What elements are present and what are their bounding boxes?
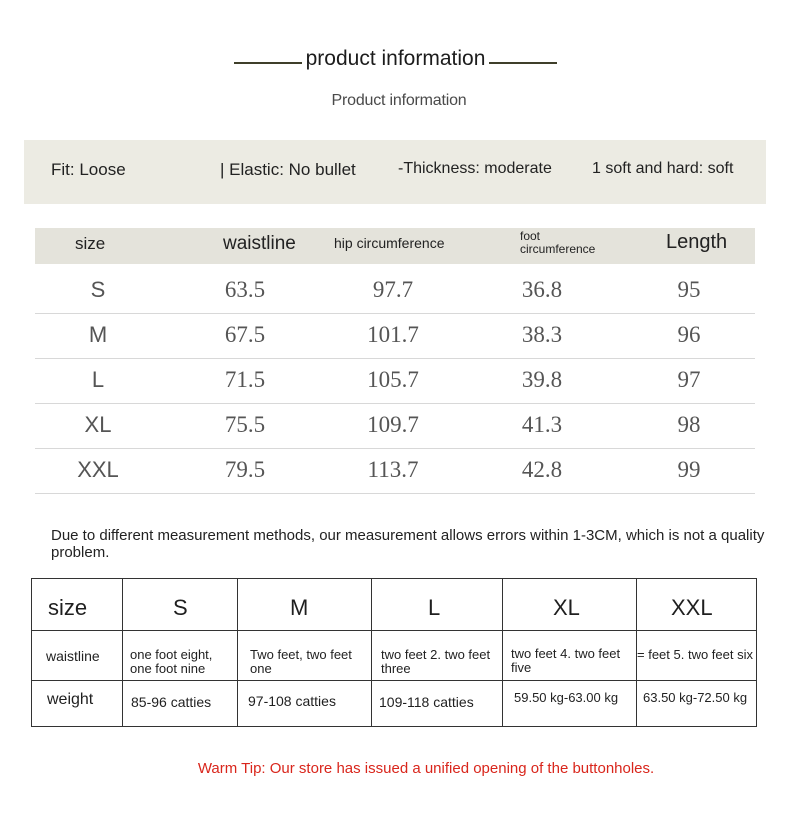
size-cell-foot: 39.8	[521, 367, 563, 392]
weight-table	[31, 578, 757, 727]
wt-weight-m-cell	[238, 681, 372, 727]
header-size: size	[75, 234, 106, 253]
row-divider	[35, 358, 755, 359]
wt-waist-l-cell	[372, 631, 503, 681]
page-title-text: product information	[302, 47, 490, 70]
wt-waist-xl-cell	[503, 631, 637, 681]
wt-weight-l: 109-118 catties	[379, 694, 474, 710]
wt-header-xxl: XXL	[671, 595, 713, 620]
elastic-attribute: | Elastic: No bullet	[220, 160, 356, 179]
wt-weight-xxl: 63.50 kg-72.50 kg	[643, 690, 748, 705]
size-cell-hip: 101.7	[367, 322, 419, 347]
wt-weight-s-cell	[123, 681, 238, 727]
page-title	[234, 47, 557, 71]
wt-header-size-cell	[32, 579, 123, 631]
wt-waist-xl: two feet 4. two feet five	[511, 646, 621, 675]
header-hip: hip circumference	[334, 235, 445, 251]
size-cell-length: 96	[677, 322, 701, 347]
size-cell-length: 99	[677, 457, 701, 482]
wt-header-m-cell	[238, 579, 372, 631]
wt-waist-label-cell	[32, 631, 123, 681]
size-cell-hip: 109.7	[367, 412, 419, 437]
wt-weight-label: weight	[47, 691, 94, 708]
size-cell-waistline: 71.5	[224, 367, 266, 392]
header-length: Length	[666, 231, 728, 253]
wt-header-l: L	[428, 595, 441, 620]
size-cell-length: 97	[677, 367, 701, 392]
measurement-note: Due to different measurement methods, our measurement allows errors within 1-3CM, which is not a quality problem.	[51, 527, 765, 561]
wt-weight-xl: 59.50 kg-63.00 kg	[514, 690, 619, 705]
size-cell-size: S	[90, 277, 106, 302]
size-cell-foot: 42.8	[521, 457, 563, 482]
wt-header-m: M	[290, 595, 309, 620]
softness-attribute: 1 soft and hard: soft	[592, 160, 734, 177]
wt-waist-m: Two feet, two feet one	[250, 647, 352, 676]
size-cell-waistline: 63.5	[224, 277, 266, 302]
row-divider	[35, 448, 755, 449]
page-subtitle: Product information	[331, 92, 467, 109]
wt-header-xl: XL	[553, 595, 580, 620]
row-divider	[35, 313, 755, 314]
wt-waist-l: two feet 2. two feet three	[381, 647, 491, 676]
thickness-attribute: -Thickness: moderate	[398, 160, 552, 177]
size-cell-size: M	[88, 322, 108, 347]
warm-tip: Warm Tip: Our store has issued a unified opening of the buttonholes.	[197, 760, 655, 777]
wt-weight-s: 85-96 catties	[131, 694, 212, 710]
size-cell-waistline: 67.5	[224, 322, 266, 347]
wt-header-s: S	[173, 595, 188, 620]
size-cell-foot: 38.3	[521, 322, 563, 347]
wt-weight-xl-cell	[503, 681, 637, 727]
size-cell-length: 95	[677, 277, 701, 302]
wt-weight-m: 97-108 catties	[248, 693, 336, 709]
wt-waist-s-cell	[123, 631, 238, 681]
wt-header-xl-cell	[503, 579, 637, 631]
size-cell-length: 98	[677, 412, 701, 437]
wt-header-s-cell	[123, 579, 238, 631]
size-cell-size: XL	[84, 412, 112, 437]
wt-header-xxl-cell	[637, 579, 757, 631]
size-cell-hip: 97.7	[372, 277, 414, 302]
wt-header-l-cell	[372, 579, 503, 631]
row-divider	[35, 493, 755, 494]
header-waistline: waistline	[223, 233, 296, 254]
size-cell-waistline: 79.5	[224, 457, 266, 482]
wt-weight-l-cell	[372, 681, 503, 727]
wt-waist-label: waistline	[46, 648, 100, 664]
header-foot-line1: foot	[520, 229, 541, 243]
size-cell-foot: 36.8	[521, 277, 563, 302]
wt-weight-label-cell	[32, 681, 123, 727]
size-cell-foot: 41.3	[521, 412, 563, 437]
wt-header-size: size	[48, 595, 88, 620]
size-cell-hip: 113.7	[367, 457, 419, 482]
size-cell-hip: 105.7	[367, 367, 419, 392]
size-cell-waistline: 75.5	[224, 412, 266, 437]
wt-waist-m-cell	[238, 631, 372, 681]
wt-waist-s: one foot eight, one foot nine	[130, 647, 213, 676]
header-foot-line2: circumference	[520, 242, 596, 256]
fit-attribute: Fit: Loose	[51, 160, 126, 179]
size-cell-size: L	[91, 367, 105, 392]
wt-waist-xxl-cell	[637, 631, 757, 681]
header-foot	[520, 230, 595, 256]
size-cell-size: XXL	[77, 457, 119, 482]
row-divider	[35, 403, 755, 404]
wt-weight-xxl-cell	[637, 681, 757, 727]
wt-waist-xxl: = feet 5. two feet six	[637, 647, 753, 662]
